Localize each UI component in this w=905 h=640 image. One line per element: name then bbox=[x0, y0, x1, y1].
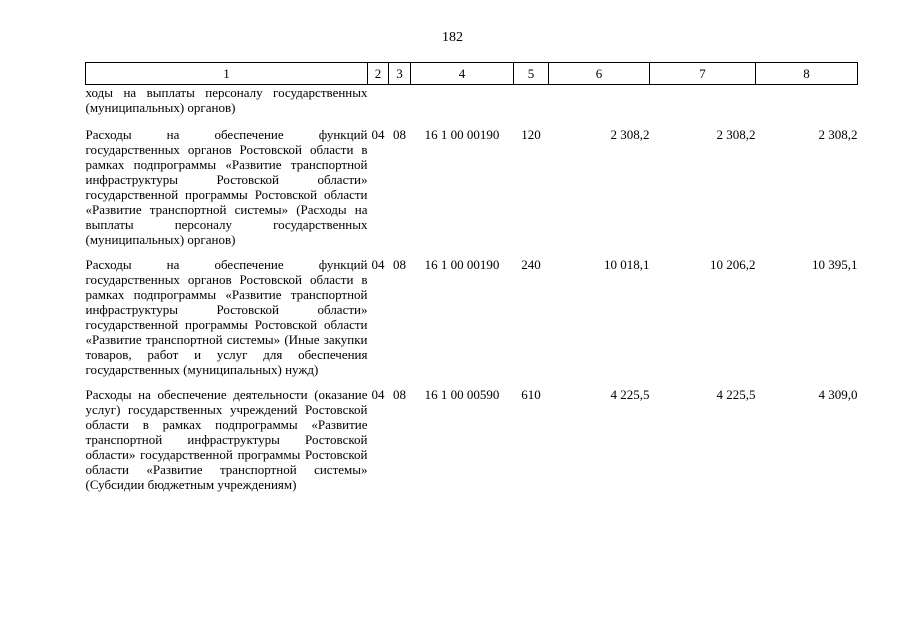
row-description: Расходы на обеспечение функций государственных органов Ростовской области в рамках подпрограммы «Развитие транспортной инфраструктуры Ростовской области» государственной программы Ростовской области «Развитие транспортной системы» (Расходы на выплаты персоналу государственных (муниципальных) органов) bbox=[85, 127, 368, 247]
target-article-code bbox=[411, 85, 514, 121]
budget-table bbox=[85, 62, 858, 495]
section-code bbox=[368, 85, 389, 121]
subsection-code bbox=[389, 85, 411, 121]
table-row bbox=[86, 250, 858, 380]
target-article-code: 16 1 00 00190 bbox=[424, 127, 500, 142]
expense-type-code: 240 bbox=[521, 257, 541, 272]
table-row bbox=[86, 120, 858, 250]
amount-col-6: 2 308,2 bbox=[610, 127, 650, 142]
table-row bbox=[86, 380, 858, 495]
section-code: 04 bbox=[371, 257, 385, 272]
target-article-code: 16 1 00 00190 bbox=[424, 257, 500, 272]
column-header-3: 3 bbox=[389, 63, 411, 85]
page-number: 182 bbox=[442, 30, 463, 45]
column-header-6: 6 bbox=[549, 63, 650, 85]
amount-col-8: 4 309,0 bbox=[818, 387, 858, 402]
table-row bbox=[86, 85, 858, 121]
amount-col-7: 2 308,2 bbox=[716, 127, 756, 142]
column-header-5: 5 bbox=[514, 63, 549, 85]
subsection-code: 08 bbox=[393, 257, 406, 272]
row-description: Расходы на обеспечение деятельности (оказание услуг) государственных учреждений Ростовской области в рамках подпрограммы «Развитие транспортной инфраструктуры Ростовской области» государственной программы Ростовской области «Развитие транспортной системы» (Субсидии бюджетным учреждениям) bbox=[85, 387, 368, 492]
amount-col-8 bbox=[756, 85, 858, 121]
table-header bbox=[86, 63, 858, 85]
subsection-code: 08 bbox=[393, 387, 406, 402]
header-row bbox=[86, 63, 858, 85]
column-header-4: 4 bbox=[411, 63, 514, 85]
column-header-7: 7 bbox=[650, 63, 756, 85]
expense-type-code: 120 bbox=[521, 127, 541, 142]
amount-col-6: 4 225,5 bbox=[610, 387, 650, 402]
amount-col-7: 4 225,5 bbox=[716, 387, 756, 402]
target-article-code: 16 1 00 00590 bbox=[424, 387, 500, 402]
row-description: Расходы на обеспечение функций государственных органов Ростовской области в рамках подпрограммы «Развитие транспортной инфраструктуры Ростовской области» государственной программы Ростовской области «Развитие транспортной системы» (Иные закупки товаров, работ и услуг для обеспечения государственных (муниципальных) нужд) bbox=[85, 257, 368, 377]
column-header-8: 8 bbox=[756, 63, 858, 85]
amount-col-6: 10 018,1 bbox=[604, 257, 650, 272]
expense-type-code bbox=[514, 85, 549, 121]
amount-col-7 bbox=[650, 85, 756, 121]
column-header-2: 2 bbox=[368, 63, 389, 85]
amount-col-7: 10 206,2 bbox=[710, 257, 756, 272]
subsection-code: 08 bbox=[393, 127, 406, 142]
amount-col-8: 10 395,1 bbox=[812, 257, 858, 272]
section-code: 04 bbox=[371, 127, 385, 142]
row-description: ходы на выплаты персоналу государственных (муниципальных) органов) bbox=[85, 85, 368, 115]
amount-col-8: 2 308,2 bbox=[818, 127, 858, 142]
table-body bbox=[86, 85, 858, 496]
expense-type-code: 610 bbox=[521, 387, 541, 402]
section-code: 04 bbox=[371, 387, 385, 402]
column-header-1: 1 bbox=[86, 63, 368, 85]
amount-col-6 bbox=[549, 85, 650, 121]
